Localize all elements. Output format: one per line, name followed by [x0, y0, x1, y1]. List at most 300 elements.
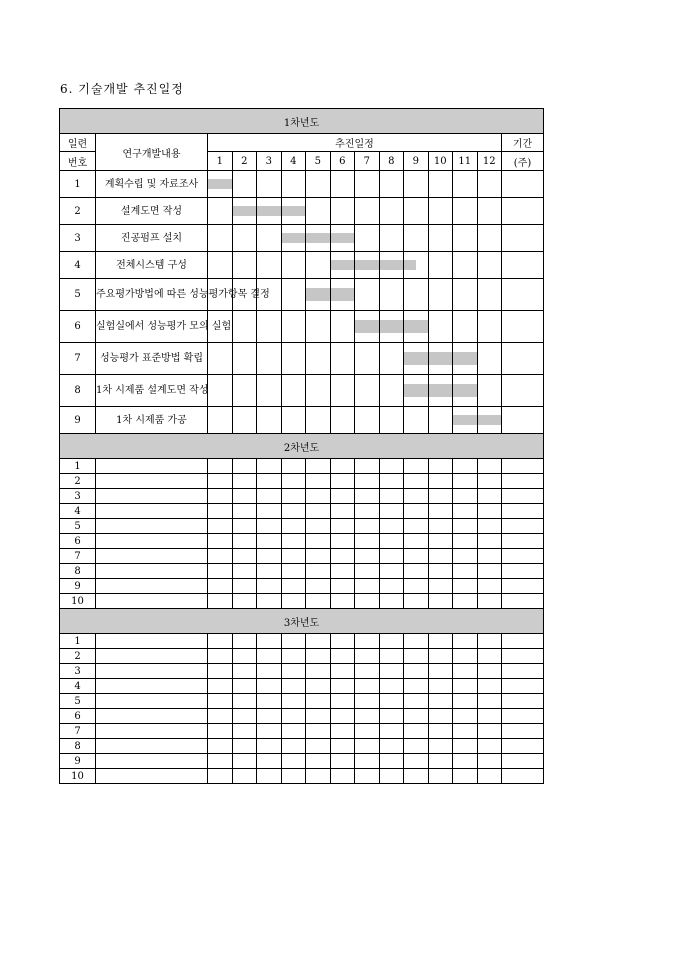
empty-cell: [404, 579, 429, 594]
month-header: 9: [404, 152, 429, 171]
empty-row: [60, 564, 544, 579]
month-cell: [477, 375, 502, 407]
month-cell: [257, 171, 282, 198]
month-cell: [428, 225, 453, 252]
empty-cell: [306, 504, 331, 519]
empty-cell: [208, 549, 233, 564]
empty-cell: [257, 649, 282, 664]
empty-row: [60, 754, 544, 769]
empty-cell: [404, 564, 429, 579]
task-name: 전체시스템 구성: [96, 252, 208, 279]
empty-cell: [404, 679, 429, 694]
empty-cell: [404, 664, 429, 679]
schedule-bar: [453, 415, 477, 425]
month-cell: [453, 279, 478, 311]
empty-cell: [355, 504, 380, 519]
month-cell: [232, 171, 257, 198]
empty-cell: [502, 519, 544, 534]
empty-cell: [355, 694, 380, 709]
month-header: 6: [330, 152, 355, 171]
empty-cell: [404, 649, 429, 664]
month-cell: [428, 198, 453, 225]
empty-cell: [453, 769, 478, 784]
empty-cell: [306, 664, 331, 679]
month-cell: [232, 407, 257, 434]
empty-cell: [502, 709, 544, 724]
empty-cell: [428, 634, 453, 649]
month-cell: [453, 252, 478, 279]
empty-cell: [404, 709, 429, 724]
empty-cell: [477, 724, 502, 739]
month-cell: [404, 171, 429, 198]
month-cell: [257, 311, 282, 343]
month-cell: [306, 311, 331, 343]
month-cell: [355, 279, 380, 311]
empty-cell: [96, 504, 208, 519]
empty-cell: [477, 534, 502, 549]
empty-cell: [96, 679, 208, 694]
year-header-row: [60, 109, 544, 134]
month-cell: [281, 375, 306, 407]
month-cell: [428, 407, 453, 434]
month-cell: [232, 311, 257, 343]
month-header: 7: [355, 152, 380, 171]
empty-cell: [379, 709, 404, 724]
empty-cell: [404, 534, 429, 549]
month-cell: [355, 198, 380, 225]
task-number: 3: [60, 225, 96, 252]
empty-cell: [477, 634, 502, 649]
month-cell: [257, 198, 282, 225]
empty-cell: [477, 459, 502, 474]
empty-cell: [453, 739, 478, 754]
empty-cell: [232, 634, 257, 649]
empty-cell: [232, 594, 257, 609]
empty-cell: [404, 754, 429, 769]
schedule-bar: [306, 288, 330, 300]
empty-cell: [330, 489, 355, 504]
empty-cell: [355, 649, 380, 664]
month-cell: [232, 198, 257, 225]
empty-cell: [257, 459, 282, 474]
month-cell: [404, 252, 429, 279]
month-cell: [404, 311, 429, 343]
schedule-bar: [429, 352, 453, 364]
month-cell: [257, 343, 282, 375]
empty-cell: [428, 549, 453, 564]
empty-cell: [379, 564, 404, 579]
empty-cell: [453, 489, 478, 504]
row-number: 6: [60, 534, 96, 549]
empty-cell: [355, 679, 380, 694]
empty-cell: [330, 769, 355, 784]
empty-cell: [428, 534, 453, 549]
empty-row: [60, 694, 544, 709]
empty-row: [60, 474, 544, 489]
col-period-header-2: (주): [502, 152, 544, 171]
empty-cell: [379, 694, 404, 709]
empty-cell: [281, 594, 306, 609]
empty-cell: [281, 579, 306, 594]
empty-cell: [330, 739, 355, 754]
empty-cell: [502, 564, 544, 579]
empty-cell: [355, 534, 380, 549]
month-header: 10: [428, 152, 453, 171]
month-cell: [306, 343, 331, 375]
year-header-row: [60, 609, 544, 634]
row-number: 7: [60, 549, 96, 564]
month-cell: [306, 225, 331, 252]
schedule-bar: [404, 260, 416, 270]
period-cell: [502, 407, 544, 434]
month-cell: [208, 375, 233, 407]
empty-cell: [428, 769, 453, 784]
empty-cell: [232, 724, 257, 739]
empty-cell: [428, 724, 453, 739]
empty-cell: [330, 594, 355, 609]
empty-cell: [232, 474, 257, 489]
empty-cell: [208, 534, 233, 549]
empty-cell: [281, 724, 306, 739]
month-cell: [208, 198, 233, 225]
empty-cell: [96, 459, 208, 474]
task-number: 5: [60, 279, 96, 311]
empty-cell: [355, 459, 380, 474]
empty-row: [60, 594, 544, 609]
row-number: 4: [60, 679, 96, 694]
empty-cell: [281, 709, 306, 724]
schedule-bar: [282, 206, 306, 216]
schedule-bar: [282, 233, 306, 243]
empty-cell: [404, 549, 429, 564]
task-name: 1차 시제품 설계도면 작성: [96, 375, 208, 407]
empty-cell: [96, 564, 208, 579]
empty-cell: [208, 739, 233, 754]
empty-cell: [257, 474, 282, 489]
empty-row: [60, 459, 544, 474]
empty-cell: [355, 724, 380, 739]
empty-cell: [355, 519, 380, 534]
month-cell: [453, 407, 478, 434]
month-cell: [208, 225, 233, 252]
empty-cell: [379, 754, 404, 769]
month-cell: [453, 375, 478, 407]
empty-cell: [477, 679, 502, 694]
month-cell: [330, 225, 355, 252]
empty-cell: [453, 534, 478, 549]
empty-cell: [281, 474, 306, 489]
month-cell: [257, 252, 282, 279]
empty-cell: [232, 534, 257, 549]
month-cell: [428, 252, 453, 279]
empty-cell: [306, 649, 331, 664]
empty-cell: [306, 534, 331, 549]
task-row: [60, 252, 544, 279]
empty-row: [60, 534, 544, 549]
empty-cell: [355, 579, 380, 594]
empty-row: [60, 649, 544, 664]
empty-cell: [281, 694, 306, 709]
month-cell: [428, 375, 453, 407]
empty-cell: [208, 649, 233, 664]
month-cell: [379, 198, 404, 225]
empty-cell: [502, 664, 544, 679]
empty-cell: [96, 534, 208, 549]
col-schedule-header: 추진일정: [208, 134, 502, 152]
empty-cell: [257, 694, 282, 709]
schedule-bar: [478, 415, 502, 425]
task-name: 실험실에서 성능평가 모의 실험: [96, 311, 208, 343]
empty-cell: [428, 489, 453, 504]
month-cell: [306, 171, 331, 198]
month-cell: [453, 198, 478, 225]
schedule-table: [59, 108, 544, 784]
empty-cell: [477, 474, 502, 489]
empty-cell: [96, 739, 208, 754]
task-row: [60, 407, 544, 434]
empty-cell: [96, 489, 208, 504]
empty-cell: [96, 769, 208, 784]
empty-cell: [428, 564, 453, 579]
empty-cell: [257, 769, 282, 784]
empty-cell: [404, 519, 429, 534]
empty-cell: [232, 679, 257, 694]
empty-cell: [379, 634, 404, 649]
row-number: 3: [60, 664, 96, 679]
task-number: 6: [60, 311, 96, 343]
row-number: 9: [60, 579, 96, 594]
month-cell: [477, 279, 502, 311]
month-cell: [379, 343, 404, 375]
empty-cell: [330, 504, 355, 519]
empty-cell: [96, 634, 208, 649]
month-cell: [379, 225, 404, 252]
empty-cell: [355, 634, 380, 649]
empty-cell: [96, 594, 208, 609]
empty-row: [60, 679, 544, 694]
month-cell: [281, 171, 306, 198]
empty-cell: [257, 754, 282, 769]
month-cell: [379, 279, 404, 311]
month-header: 12: [477, 152, 502, 171]
task-row: [60, 279, 544, 311]
task-row: [60, 343, 544, 375]
row-number: 5: [60, 694, 96, 709]
empty-cell: [257, 679, 282, 694]
empty-cell: [502, 739, 544, 754]
empty-cell: [428, 474, 453, 489]
empty-cell: [477, 549, 502, 564]
empty-cell: [330, 564, 355, 579]
row-number: 1: [60, 459, 96, 474]
task-name: 1차 시제품 가공: [96, 407, 208, 434]
empty-cell: [502, 694, 544, 709]
empty-cell: [355, 739, 380, 754]
empty-row: [60, 579, 544, 594]
month-cell: [355, 225, 380, 252]
empty-cell: [208, 519, 233, 534]
task-row: [60, 171, 544, 198]
empty-cell: [453, 504, 478, 519]
schedule-bar: [355, 260, 379, 270]
empty-cell: [428, 579, 453, 594]
month-cell: [257, 407, 282, 434]
empty-cell: [453, 679, 478, 694]
period-cell: [502, 375, 544, 407]
empty-cell: [428, 709, 453, 724]
empty-row: [60, 634, 544, 649]
schedule-bar: [331, 288, 355, 300]
empty-cell: [281, 754, 306, 769]
task-row: [60, 375, 544, 407]
empty-cell: [281, 769, 306, 784]
schedule-bar: [404, 352, 428, 364]
month-header: 4: [281, 152, 306, 171]
empty-cell: [96, 579, 208, 594]
empty-cell: [453, 664, 478, 679]
empty-cell: [379, 504, 404, 519]
empty-row: [60, 489, 544, 504]
empty-cell: [306, 739, 331, 754]
empty-cell: [355, 564, 380, 579]
empty-cell: [477, 594, 502, 609]
row-number: 2: [60, 649, 96, 664]
empty-cell: [281, 634, 306, 649]
empty-cell: [281, 664, 306, 679]
empty-cell: [330, 474, 355, 489]
month-cell: [306, 407, 331, 434]
empty-cell: [404, 724, 429, 739]
month-header: 5: [306, 152, 331, 171]
schedule-bar: [331, 260, 355, 270]
empty-cell: [232, 504, 257, 519]
month-cell: [404, 375, 429, 407]
empty-cell: [232, 739, 257, 754]
schedule-bar: [257, 206, 281, 216]
empty-cell: [208, 564, 233, 579]
empty-cell: [281, 564, 306, 579]
schedule-bar: [404, 320, 428, 332]
empty-cell: [96, 649, 208, 664]
empty-cell: [379, 549, 404, 564]
period-cell: [502, 171, 544, 198]
empty-row: [60, 664, 544, 679]
empty-cell: [428, 519, 453, 534]
schedule-bar: [355, 320, 379, 332]
schedule-bar: [453, 352, 477, 364]
col-content-header: 연구개발내용: [96, 134, 208, 171]
month-cell: [281, 279, 306, 311]
empty-cell: [232, 579, 257, 594]
empty-cell: [453, 754, 478, 769]
month-cell: [355, 375, 380, 407]
empty-cell: [306, 594, 331, 609]
month-header: 1: [208, 152, 233, 171]
empty-cell: [404, 459, 429, 474]
empty-cell: [257, 739, 282, 754]
empty-cell: [453, 564, 478, 579]
task-name: 진공펌프 설치: [96, 225, 208, 252]
row-number: 2: [60, 474, 96, 489]
task-number: 2: [60, 198, 96, 225]
empty-cell: [453, 459, 478, 474]
empty-cell: [257, 564, 282, 579]
empty-cell: [502, 489, 544, 504]
empty-cell: [232, 694, 257, 709]
month-cell: [404, 343, 429, 375]
month-cell: [281, 407, 306, 434]
empty-cell: [477, 564, 502, 579]
empty-row: [60, 769, 544, 784]
empty-cell: [502, 534, 544, 549]
row-number: 10: [60, 769, 96, 784]
empty-cell: [477, 769, 502, 784]
empty-cell: [453, 519, 478, 534]
month-cell: [281, 343, 306, 375]
empty-cell: [404, 594, 429, 609]
empty-cell: [208, 754, 233, 769]
empty-cell: [208, 489, 233, 504]
month-cell: [404, 279, 429, 311]
task-name: 성능평가 표준방법 확립: [96, 343, 208, 375]
empty-cell: [330, 549, 355, 564]
month-cell: [453, 171, 478, 198]
empty-cell: [502, 754, 544, 769]
month-cell: [477, 198, 502, 225]
empty-cell: [96, 474, 208, 489]
month-cell: [330, 198, 355, 225]
period-cell: [502, 225, 544, 252]
empty-cell: [355, 664, 380, 679]
task-number: 9: [60, 407, 96, 434]
empty-cell: [208, 664, 233, 679]
empty-cell: [257, 709, 282, 724]
empty-cell: [453, 549, 478, 564]
empty-cell: [330, 694, 355, 709]
empty-cell: [281, 519, 306, 534]
empty-cell: [379, 594, 404, 609]
empty-cell: [502, 579, 544, 594]
schedule-bar: [404, 384, 428, 396]
month-cell: [232, 279, 257, 311]
task-number: 7: [60, 343, 96, 375]
empty-cell: [96, 709, 208, 724]
month-cell: [477, 225, 502, 252]
month-cell: [330, 407, 355, 434]
empty-cell: [355, 709, 380, 724]
month-cell: [330, 343, 355, 375]
empty-cell: [257, 579, 282, 594]
empty-cell: [281, 649, 306, 664]
month-cell: [281, 225, 306, 252]
empty-cell: [306, 754, 331, 769]
month-cell: [232, 252, 257, 279]
empty-cell: [355, 549, 380, 564]
task-number: 8: [60, 375, 96, 407]
empty-cell: [428, 504, 453, 519]
empty-cell: [477, 649, 502, 664]
empty-cell: [232, 459, 257, 474]
empty-row: [60, 724, 544, 739]
empty-cell: [502, 549, 544, 564]
month-cell: [428, 343, 453, 375]
row-number: 8: [60, 739, 96, 754]
month-cell: [428, 279, 453, 311]
empty-cell: [96, 549, 208, 564]
month-cell: [477, 407, 502, 434]
row-number: 5: [60, 519, 96, 534]
empty-cell: [257, 534, 282, 549]
